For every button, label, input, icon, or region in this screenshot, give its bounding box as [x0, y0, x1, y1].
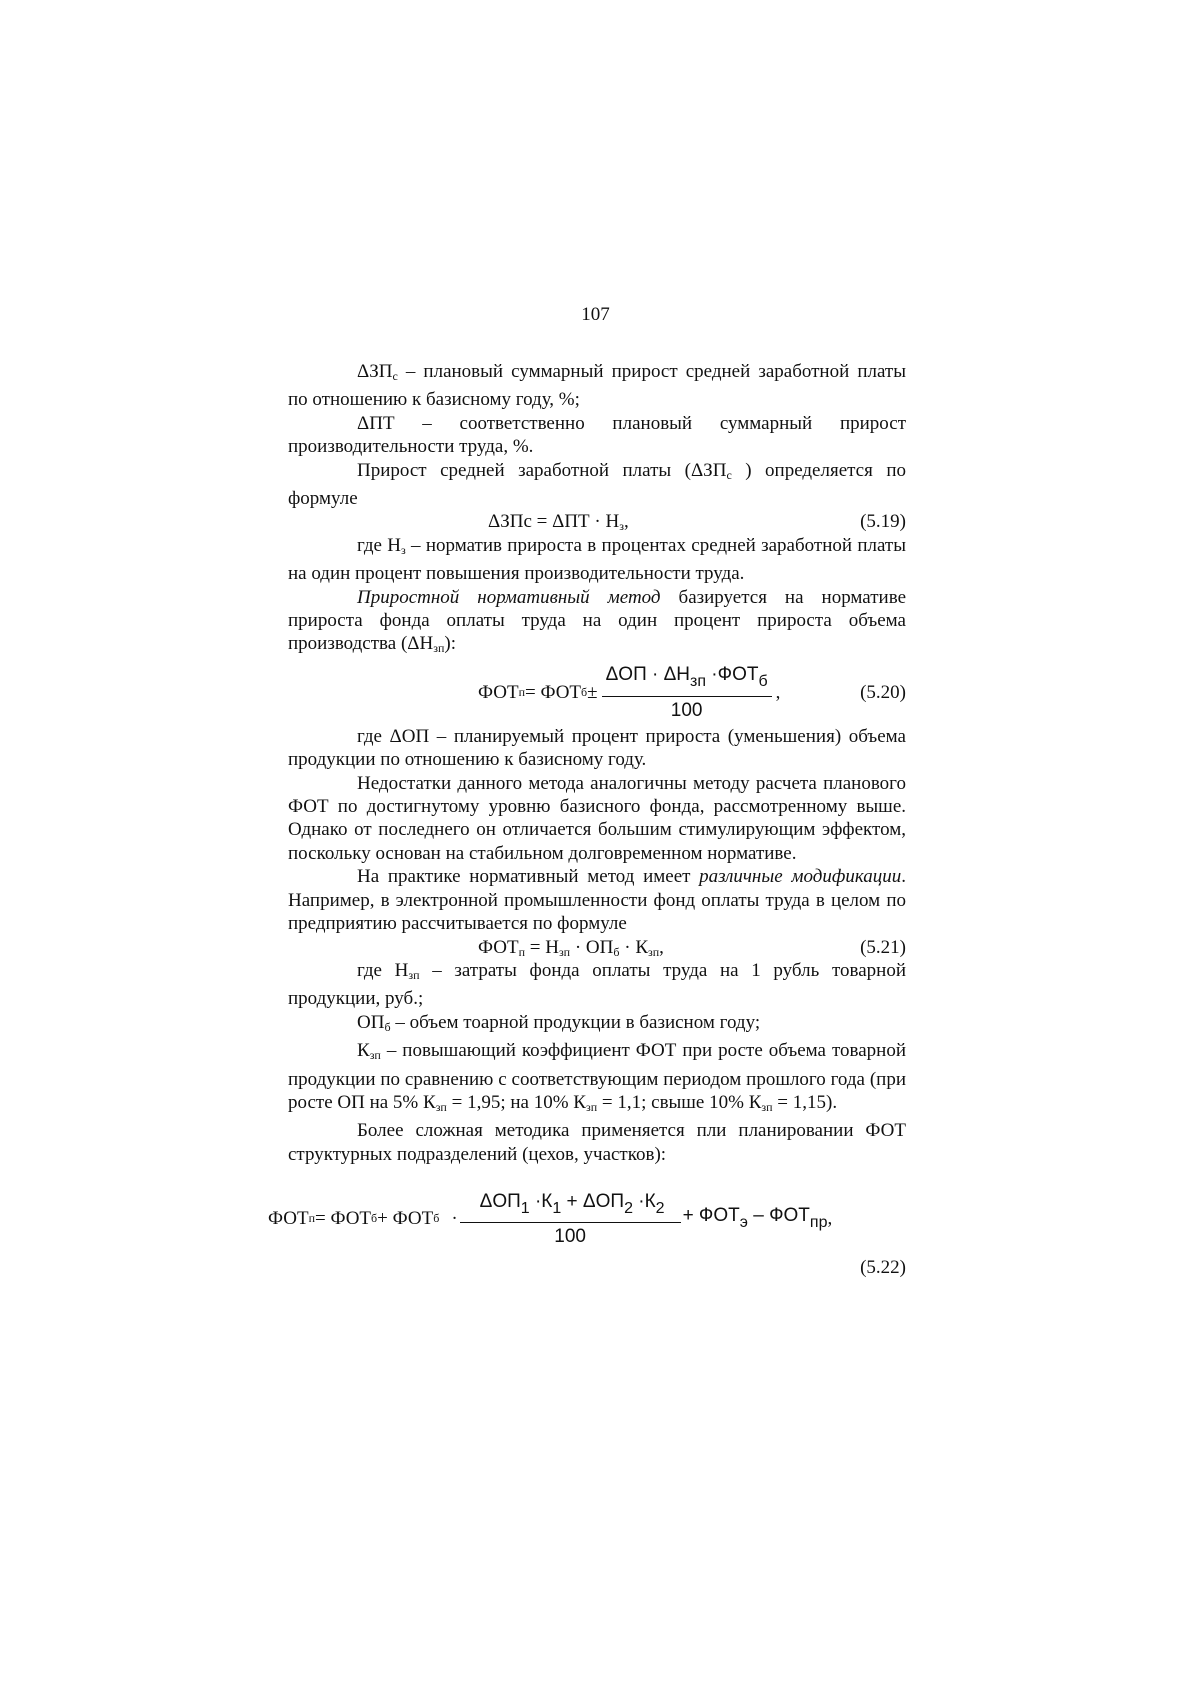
fraction: $\frac{\Delta ОП \cdot \Delta Н_{зп} \cdot ФОТ_б}{100}$ — [602, 663, 772, 722]
formula-5-19: $\Delta ЗПс = \Delta ПТ \cdot Н_з$, (5.19) — [488, 511, 906, 534]
paragraph-incremental-method: Приростной нормативный метод базируется на нормативе прироста фонда оплаты труда на один процент прироста объема производства $(\Delta Н_{зп})$: — [288, 586, 907, 656]
formula-5-22: ФОТ п = ФОТ б + ФОТ б · $\frac{\Delta ОП_1 \cdot К_1 + \Delta ОП_2 \cdot К_2}{100}$ + $ФОТ_э - ФОТ_{пр}$ , (5.22) — [268, 1190, 906, 1279]
page-number: 107 — [581, 304, 610, 325]
paragraph-delta-zp: $\Delta ЗП_с$ – плановый суммарный прирост средней заработной платы по отношению к базисному году, %; — [288, 361, 906, 411]
paragraph-nz-definition: где $Н_з$ – норматив прироста в процентах средней заработной платы на один процент повышения производительности труда. — [288, 534, 906, 585]
paragraph-delta-pt: ΔПТ – соответственно плановый суммарный прирост производительности труда, %. — [288, 412, 906, 458]
paragraph-modifications: На практике нормативный метод имеет различные модификации. Например, в электронной промышленности фонд оплаты труда в целом по предприятию рассчитывается по формуле — [288, 866, 906, 935]
formula-number: (5.21) — [860, 936, 906, 958]
formula-5-20: ФОТ п = ФОТ б ± $\frac{\Delta ОП \cdot \Delta Н_{зп} \cdot ФОТ_б}{100}$ , (5.20) — [478, 664, 906, 721]
formula-number: (5.19) — [860, 511, 906, 533]
paragraph-nzp-definition: где $Н_{зп}$ – затраты фонда оплаты труда на 1 рубль товарной продукции, руб.; — [288, 959, 906, 1010]
paragraph-drawbacks: Недостатки данного метода аналогичны методу расчета планового ФОТ по достигнутому уровню базисного фонда, рассмотренному выше. Однако от последнего он отличается большим стимулирующим эффектом, поскольку основан на стабильном долговременном нормативе. — [288, 772, 906, 864]
fraction: $\frac{\Delta ОП_1 \cdot К_1 + \Delta ОП_2 \cdot К_2}{100}$ — [460, 1190, 681, 1249]
formula-number: (5.22) — [860, 1257, 906, 1279]
paragraph-wage-growth: Прирост средней заработной платы ($\Delta ЗП_с$ ) определяется по формуле — [288, 459, 906, 510]
paragraph-kzp-definition: $К_{зп}$ – повышающий коэффициент ФОТ при росте объема товарной продукции по сравнению с соответствующим периодом прошлого года (при росте ОП на 5% $К_{зп} = 1,95$; на 10% $К_{зп} = 1,1$; свыше 10% $К_{зп} = 1,15$). — [288, 1040, 906, 1114]
formula-5-21: $ФОТ_п = Н_{зп} \cdot ОП_б \cdot К_{зп}$, (5.21) — [478, 936, 906, 959]
paragraph-opb-definition: $ОП_б$ – объем тоарной продукции в базисном году; — [357, 1011, 761, 1034]
page-body — [268, 360, 907, 1284]
paragraph-delta-op: где ΔОП – планируемый процент прироста (уменьшения) объема продукции по отношению к базисному году. — [288, 725, 906, 771]
paragraph-complex-method: Более сложная методика применяется пли планировании ФОТ структурных подразделений (цехов, участков): — [288, 1120, 906, 1165]
formula-number: (5.20) — [860, 681, 906, 703]
